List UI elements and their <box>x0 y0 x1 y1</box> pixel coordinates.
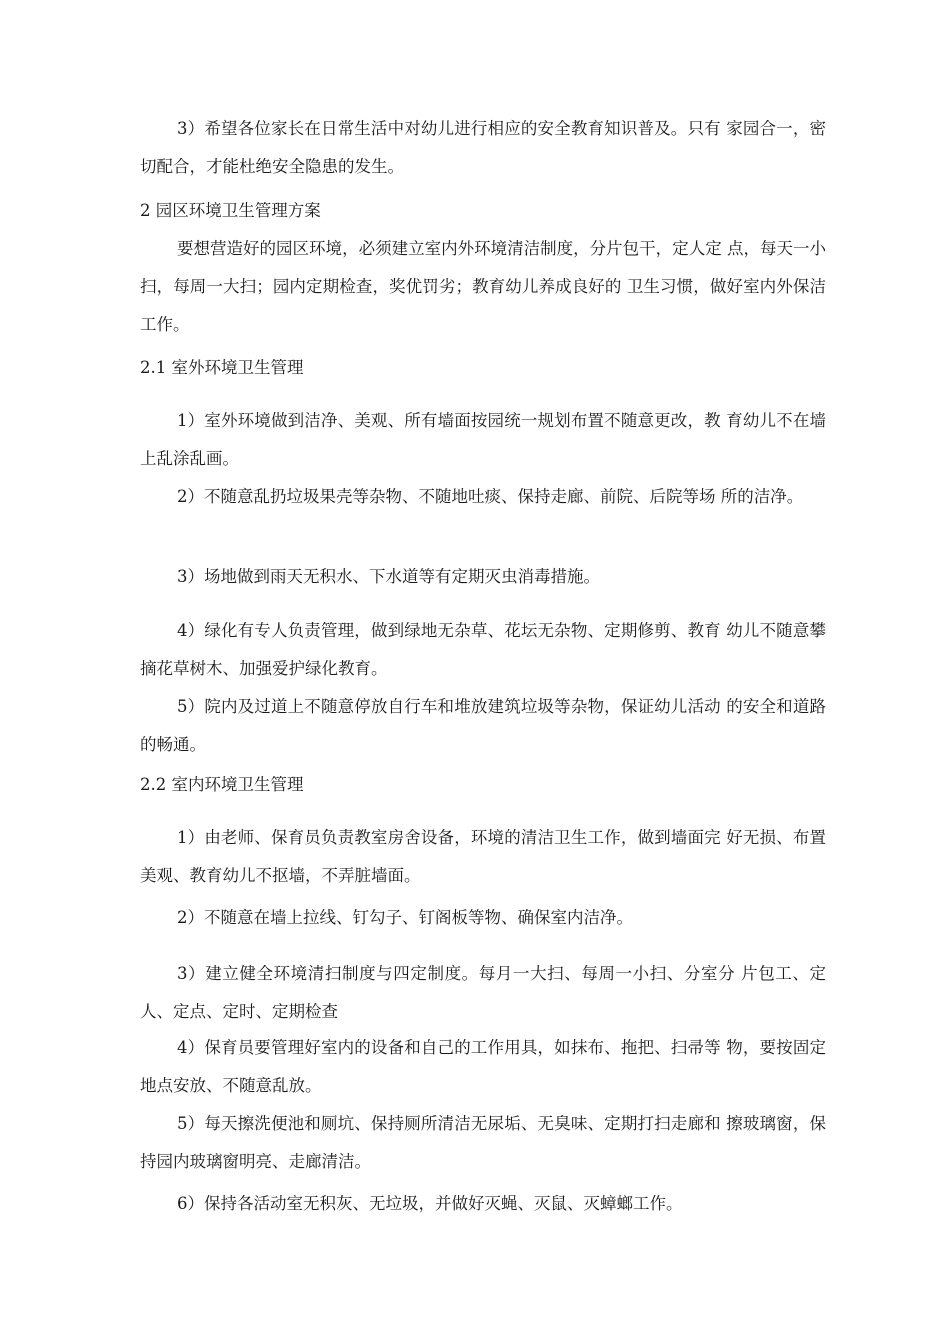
paragraph-indoor-3: 3）建立健全环境清扫制度与四定制度。每月一大扫、每周一小扫、分室分 片包工、定人、定点、定时、定期检查 <box>140 964 826 1021</box>
section-heading-2-1: 2.1 室外环境卫生管理 <box>140 358 304 377</box>
paragraph-indoor-4: 4）保育员要管理好室内的设备和自己的工作用具，如抹布、拖把、扫帚等 物，要按固定地点安放、不随意乱放。 <box>140 1038 826 1095</box>
paragraph-outdoor-3: 3）场地做到雨天无积水、下水道等有定期灭虫消毒措施。 <box>177 567 600 586</box>
paragraph-indoor-6: 6）保持各活动室无积灰、无垃圾，并做好灭蝇、灭鼠、灭蟑螂工作。 <box>177 1194 683 1213</box>
paragraph-indoor-5: 5）每天擦洗便池和厕坑、保持厕所清洁无尿垢、无臭味、定期打扫走廊和 擦玻璃窗，保持园内玻璃窗明亮、走廊清洁。 <box>140 1114 826 1171</box>
section-heading-2-2: 2.2 室内环境卫生管理 <box>140 775 304 794</box>
paragraph-outdoor-5: 5）院内及过道上不随意停放自行车和堆放建筑垃圾等杂物，保证幼儿活动 的安全和道路的畅通。 <box>140 697 826 754</box>
section-heading-2: 2 园区环境卫生管理方案 <box>140 201 321 220</box>
paragraph-indoor-1: 1）由老师、保育员负责教室房舍设备，环境的清洁卫生工作，做到墙面完 好无损、布置美观、教育幼儿不抠墙，不弄脏墙面。 <box>140 828 826 885</box>
paragraph-outdoor-1: 1）室外环境做到洁净、美观、所有墙面按园统一规划布置不随意更改，教 育幼儿不在墙上乱涂乱画。 <box>140 411 826 468</box>
paragraph-outdoor-2: 2）不随意乱扔垃圾果壳等杂物、不随地吐痰、保持走廊、前院、后院等场 所的洁净。 <box>177 487 804 506</box>
paragraph-indoor-2: 2）不随意在墙上拉线、钉勾子、钉阁板等物、确保室内洁净。 <box>177 908 633 927</box>
paragraph-intro: 要想营造好的园区环境，必须建立室内外环境清洁制度，分片包干，定人定 点，每天一小扫，每周一大扫；园内定期检查，奖优罚劣；教育幼儿养成良好的 卫生习惯，做好室内外保洁工作。 <box>140 239 826 334</box>
paragraph-outdoor-4: 4）绿化有专人负责管理，做到绿地无杂草、花坛无杂物、定期修剪、教育 幼儿不随意攀摘花草树木、加强爱护绿化教育。 <box>140 621 826 678</box>
paragraph-safety-3: 3）希望各位家长在日常生活中对幼儿进行相应的安全教育知识普及。只有 家园合一，密切配合，才能杜绝安全隐患的发生。 <box>140 119 826 176</box>
